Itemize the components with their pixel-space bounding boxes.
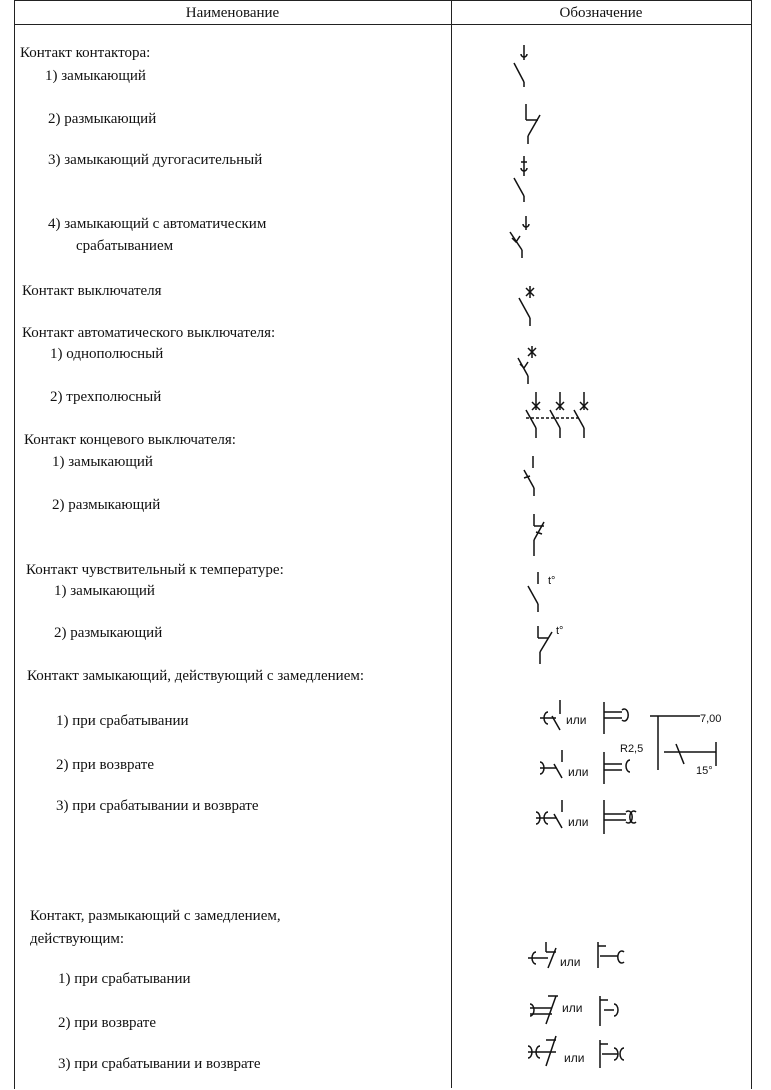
thermal-label-1: t°: [548, 575, 556, 587]
switch-symbol: [519, 286, 534, 326]
row-contactor: Контакт контактора:: [20, 45, 151, 61]
auto-switch-single-symbol: [518, 346, 536, 384]
contactor-break-symbol: [526, 104, 540, 144]
delay-make-operate-symbol: [540, 700, 628, 734]
row-delay-make-1: 1) при срабатывании: [56, 713, 189, 729]
row-delay-break-b: действующим:: [30, 931, 125, 947]
row-contactor-3: 3) замыкающий дугогасительный: [48, 152, 263, 168]
row-delay-make-2: 2) при возврате: [56, 757, 155, 773]
column-header-symbol: Обозначение: [559, 5, 643, 21]
delay-make-return-symbol: [540, 750, 630, 784]
dim-top-label: 7,00: [700, 713, 722, 725]
row-thermal-2: 2) размыкающий: [54, 625, 163, 641]
or-label-4: или: [560, 955, 581, 969]
row-limit-switch: Контакт концевого выключателя:: [24, 432, 236, 448]
row-delay-make-3: 3) при срабатывании и возврате: [56, 798, 259, 814]
row-limit-switch-2: 2) размыкающий: [52, 497, 161, 513]
delay-make-both-symbol: [536, 800, 636, 834]
row-contactor-4b: срабатыванием: [76, 238, 174, 254]
row-delay-break-a: Контакт, размыкающий с замедлением,: [30, 908, 281, 924]
delay-break-operate-symbol: [528, 942, 624, 969]
contactor-auto-symbol: [510, 216, 529, 258]
auto-switch-three-symbol: [526, 392, 588, 438]
contactor-make-symbol: [514, 45, 527, 87]
contactor-arc-symbol: [514, 156, 527, 202]
dim-radius-label: R2,5: [620, 743, 644, 755]
or-label-2: или: [568, 765, 589, 779]
thermal-label-2: t°: [556, 625, 564, 637]
row-delay-break-2: 2) при возврате: [58, 1015, 157, 1031]
thermal-break-symbol: [538, 625, 563, 664]
row-thermal-1: 1) замыкающий: [54, 583, 155, 599]
symbols-column: [452, 0, 752, 1090]
or-label-1: или: [566, 713, 587, 727]
limit-switch-break-symbol: [534, 514, 544, 556]
row-switch: Контакт выключателя: [22, 283, 162, 299]
row-thermal: Контакт чувствительный к температуре:: [26, 562, 284, 578]
thermal-make-symbol: [528, 572, 555, 612]
row-limit-switch-1: 1) замыкающий: [52, 454, 153, 470]
row-auto-switch-1: 1) однополюсный: [50, 346, 164, 362]
column-header-name: Наименование: [185, 5, 280, 21]
row-delay-make: Контакт замыкающий, действующий с замедлением:: [27, 668, 365, 684]
delay-break-both-symbol: [528, 1036, 624, 1068]
delay-break-return-symbol: [530, 996, 618, 1026]
row-contactor-2: 2) размыкающий: [48, 111, 157, 127]
or-label-6: или: [564, 1051, 585, 1065]
row-contactor-4a: 4) замыкающий с автоматическим: [48, 216, 267, 232]
or-label-5: или: [562, 1001, 583, 1015]
or-label-3: или: [568, 815, 589, 829]
row-delay-break-3: 3) при срабатывании и возврате: [58, 1056, 261, 1072]
limit-switch-make-symbol: [524, 456, 534, 496]
row-auto-switch: Контакт автоматического выключателя:: [22, 325, 276, 341]
row-contactor-1: 1) замыкающий: [45, 68, 146, 84]
dimension-drawing: [620, 713, 721, 777]
dim-angle-label: 15°: [696, 765, 713, 777]
row-auto-switch-2: 2) трехполюсный: [50, 389, 162, 405]
row-delay-break-1: 1) при срабатывании: [58, 971, 191, 987]
